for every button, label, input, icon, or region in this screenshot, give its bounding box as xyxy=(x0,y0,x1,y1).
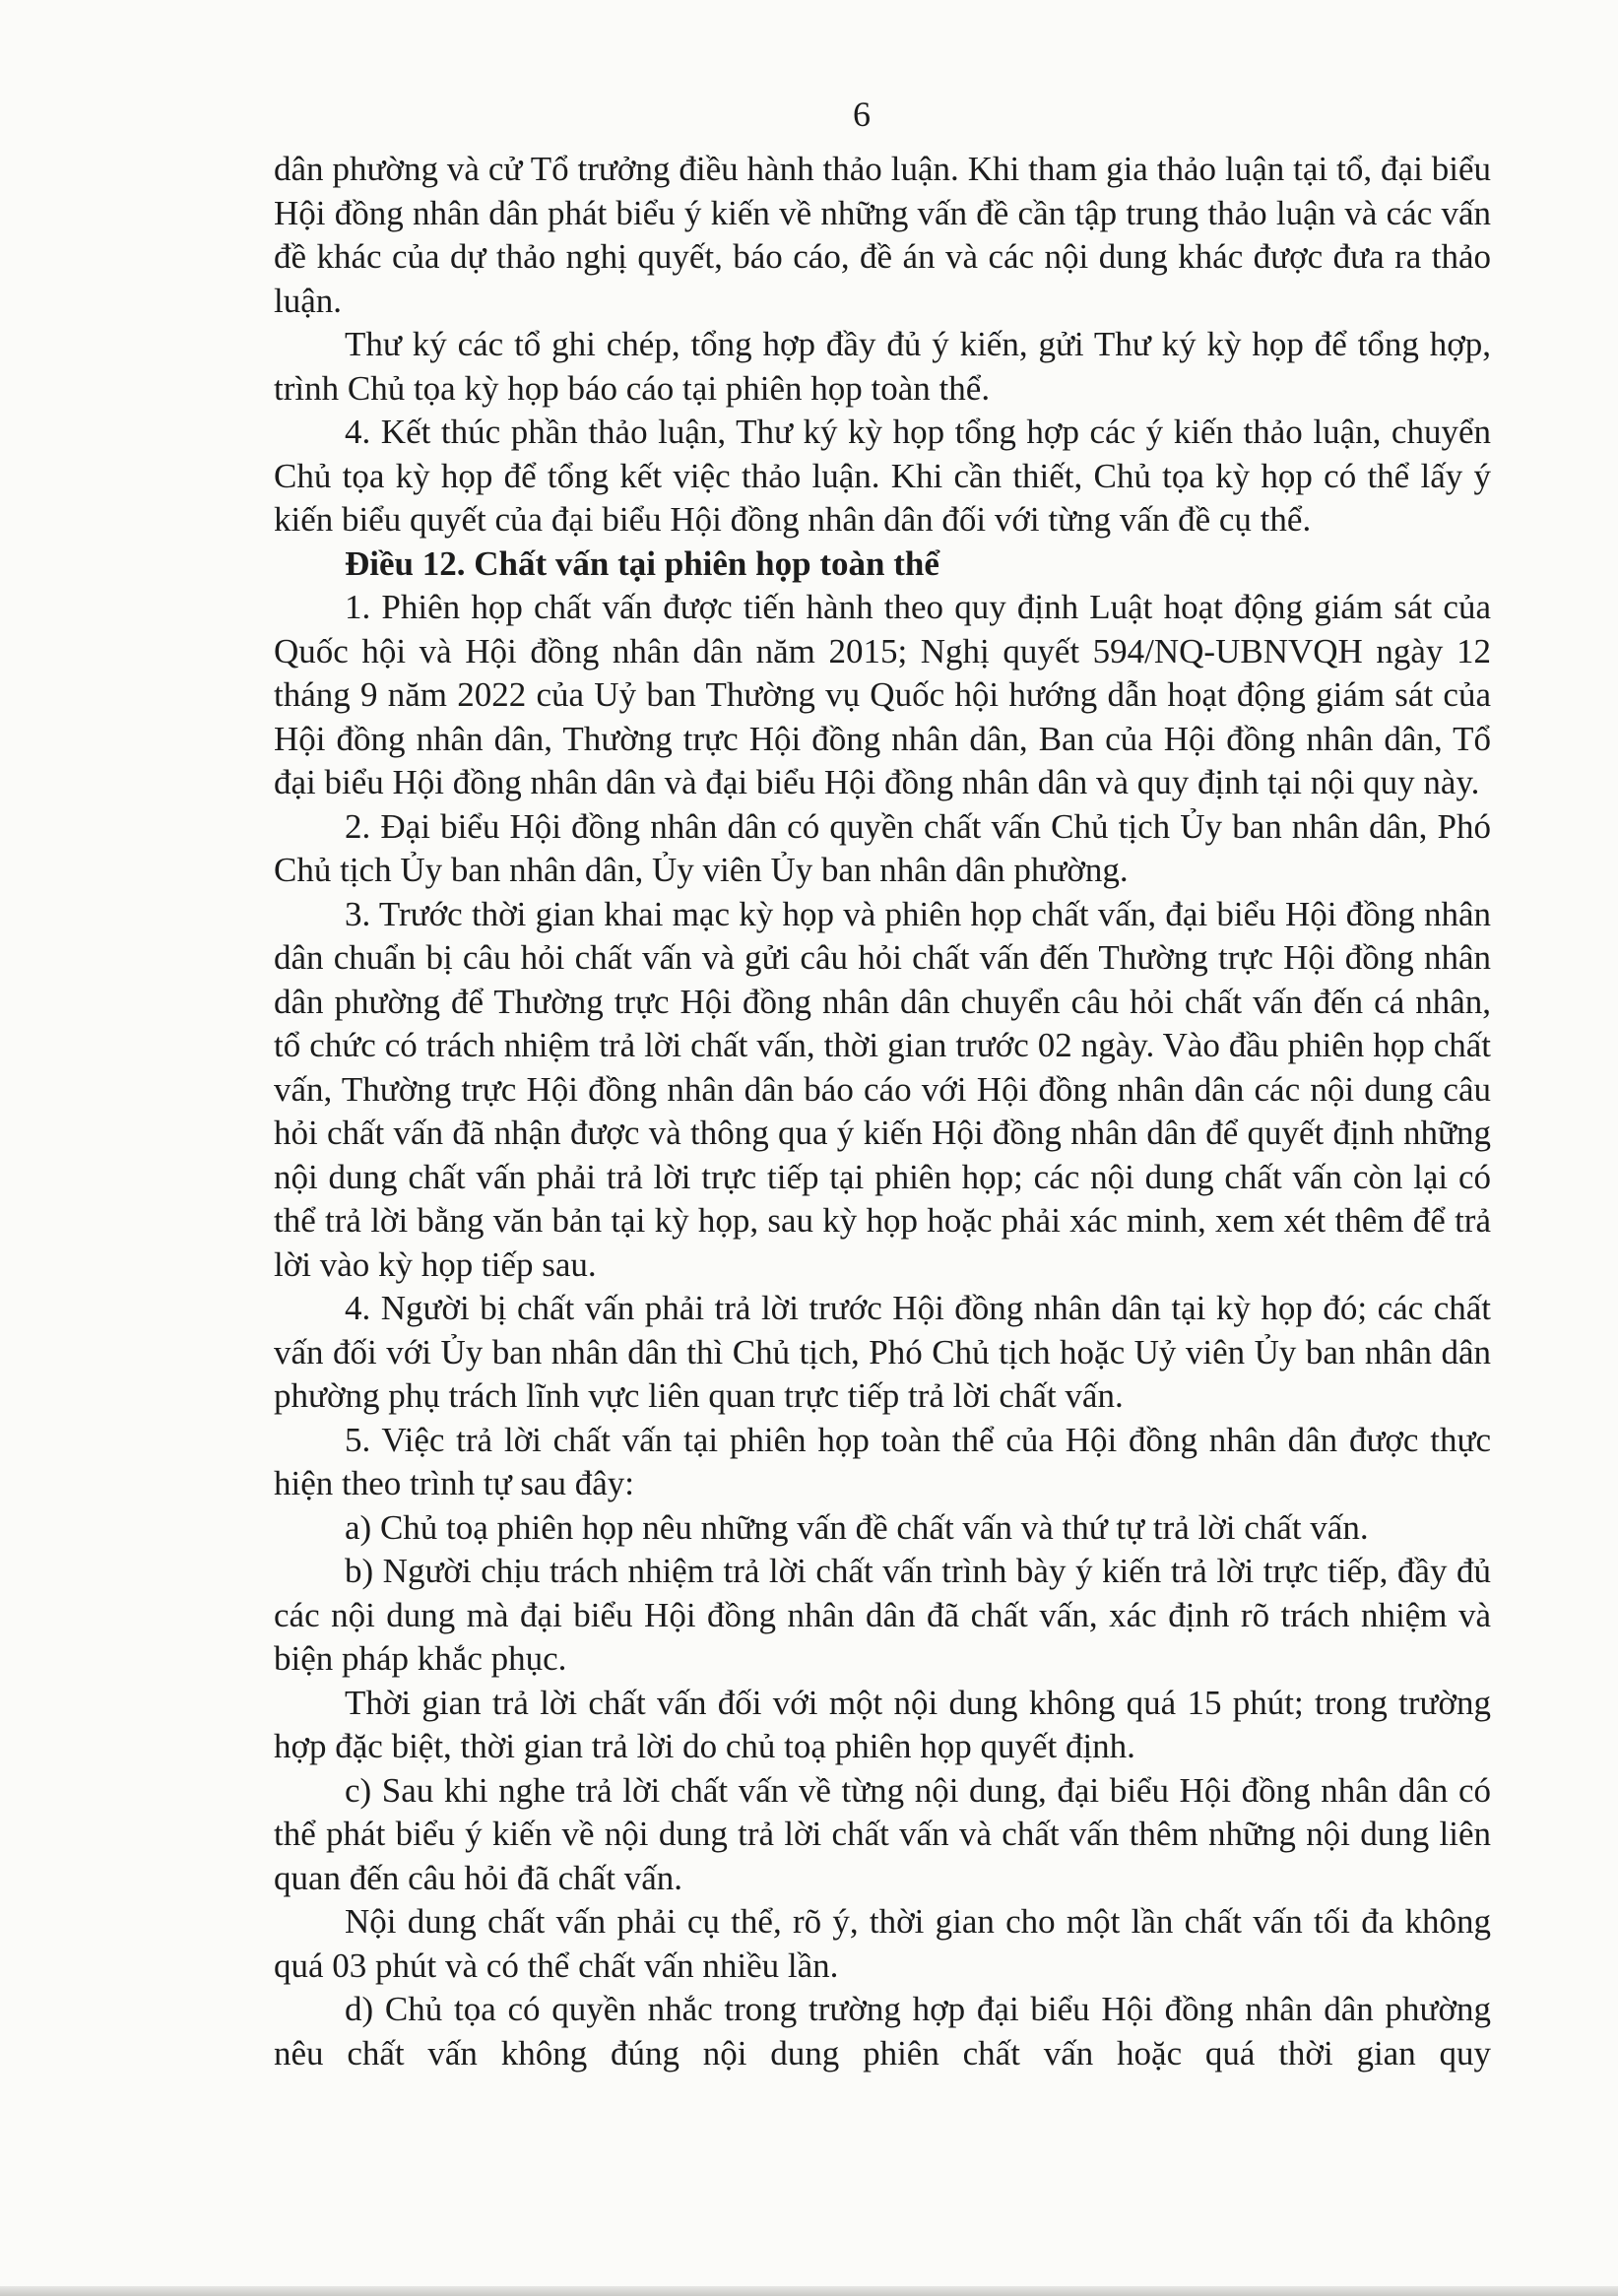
paragraph: 4. Kết thúc phần thảo luận, Thư ký kỳ họp tổng hợp các ý kiến thảo luận, chuyển Chủ tọa kỳ họp để tổng kết việc thảo luận. Khi cần thiết, Chủ tọa kỳ họp có thể lấy ý kiến biểu quyết của đại biểu Hội đồng nhân dân đối với từng vấn đề cụ thể. xyxy=(274,413,1491,539)
paragraph: 5. Việc trả lời chất vấn tại phiên họp toàn thể của Hội đồng nhân dân được thực hiện theo trình tự sau đây: xyxy=(274,1420,1491,1502)
scan-edge xyxy=(0,2286,1618,2296)
paragraph: d) Chủ tọa có quyền nhắc trong trường hợp đại biểu Hội đồng nhân dân phường nêu chất vấn không đúng nội dung phiên chất vấn hoặc quá thời gian quy xyxy=(274,1990,1491,2073)
paragraph: Thư ký các tổ ghi chép, tổng hợp đầy đủ ý kiến, gửi Thư ký kỳ họp để tổng hợp, trình Chủ tọa kỳ họp báo cáo tại phiên họp toàn thể. xyxy=(274,325,1491,408)
paragraph: Nội dung chất vấn phải cụ thể, rõ ý, thời gian cho một lần chất vấn tối đa không quá 03 phút và có thể chất vấn nhiều lần. xyxy=(274,1902,1491,1985)
paragraph: b) Người chịu trách nhiệm trả lời chất vấn trình bày ý kiến trả lời trực tiếp, đầy đủ các nội dung mà đại biểu Hội đồng nhân dân đã chất vấn, xác định rõ trách nhiệm và biện pháp khắc phục. xyxy=(274,1552,1491,1678)
paragraph: 3. Trước thời gian khai mạc kỳ họp và phiên họp chất vấn, đại biểu Hội đồng nhân dân chuẩn bị câu hỏi chất vấn và gửi câu hỏi chất vấn đến Thường trực Hội đồng nhân dân phường để Thường trực Hội đồng nhân dân chuyển câu hỏi chất vấn đến cá nhân, tổ chức có trách nhiệm trả lời chất vấn, thời gian trước 02 ngày. Vào đầu phiên họp chất vấn, Thường trực Hội đồng nhân dân báo cáo với Hội đồng nhân dân các nội dung câu hỏi chất vấn đã nhận được và thông qua ý kiến Hội đồng nhân dân để quyết định những nội dung chất vấn phải trả lời trực tiếp tại phiên họp; các nội dung chất vấn còn lại có thể trả lời bằng văn bản tại kỳ họp, sau kỳ họp hoặc phải xác minh, xem xét thêm để trả lời vào kỳ họp tiếp sau. xyxy=(274,894,1491,1284)
paragraph: Thời gian trả lời chất vấn đối với một nội dung không quá 15 phút; trong trường hợp đặc biệt, thời gian trả lời do chủ toạ phiên họp quyết định. xyxy=(274,1683,1491,1765)
paragraph: 2. Đại biểu Hội đồng nhân dân có quyền chất vấn Chủ tịch Ủy ban nhân dân, Phó Chủ tịch Ủy ban nhân dân, Ủy viên Ủy ban nhân dân phường. xyxy=(274,806,1491,889)
article-heading: Điều 12. Chất vấn tại phiên họp toàn thể xyxy=(345,543,939,583)
paragraph: 1. Phiên họp chất vấn được tiến hành theo quy định Luật hoạt động giám sát của Quốc hội và Hội đồng nhân dân năm 2015; Nghị quyết 594/NQ-UBNVQH ngày 12 tháng 9 năm 2022 của Uỷ ban Thường vụ Quốc hội hướng dẫn hoạt động giám sát của Hội đồng nhân dân, Thường trực Hội đồng nhân dân, Ban của Hội đồng nhân dân, Tổ đại biểu Hội đồng nhân dân và đại biểu Hội đồng nhân dân và quy định tại nội quy này. xyxy=(274,588,1491,801)
paragraph: a) Chủ toạ phiên họp nêu những vấn đề chất vấn và thứ tự trả lời chất vấn. xyxy=(345,1507,1369,1547)
page-number: 6 xyxy=(853,95,871,134)
paragraph: c) Sau khi nghe trả lời chất vấn về từng nội dung, đại biểu Hội đồng nhân dân có thể phát biểu ý kiến về nội dung trả lời chất vấn và chất vấn thêm những nội dung liên quan đến câu hỏi đã chất vấn. xyxy=(274,1770,1491,1897)
paragraph: dân phường và cử Tổ trưởng điều hành thảo luận. Khi tham gia thảo luận tại tổ, đại biểu Hội đồng nhân dân phát biểu ý kiến về những vấn đề cần tập trung thảo luận và các vấn đề khác của dự thảo nghị quyết, báo cáo, đề án và các nội dung khác được đưa ra thảo luận. xyxy=(274,150,1491,320)
paragraph: 4. Người bị chất vấn phải trả lời trước Hội đồng nhân dân tại kỳ họp đó; các chất vấn đối với Ủy ban nhân dân thì Chủ tịch, Phó Chủ tịch hoặc Uỷ viên Ủy ban nhân dân phường phụ trách lĩnh vực liên quan trực tiếp trả lời chất vấn. xyxy=(274,1289,1491,1415)
document-body xyxy=(274,148,1491,2075)
